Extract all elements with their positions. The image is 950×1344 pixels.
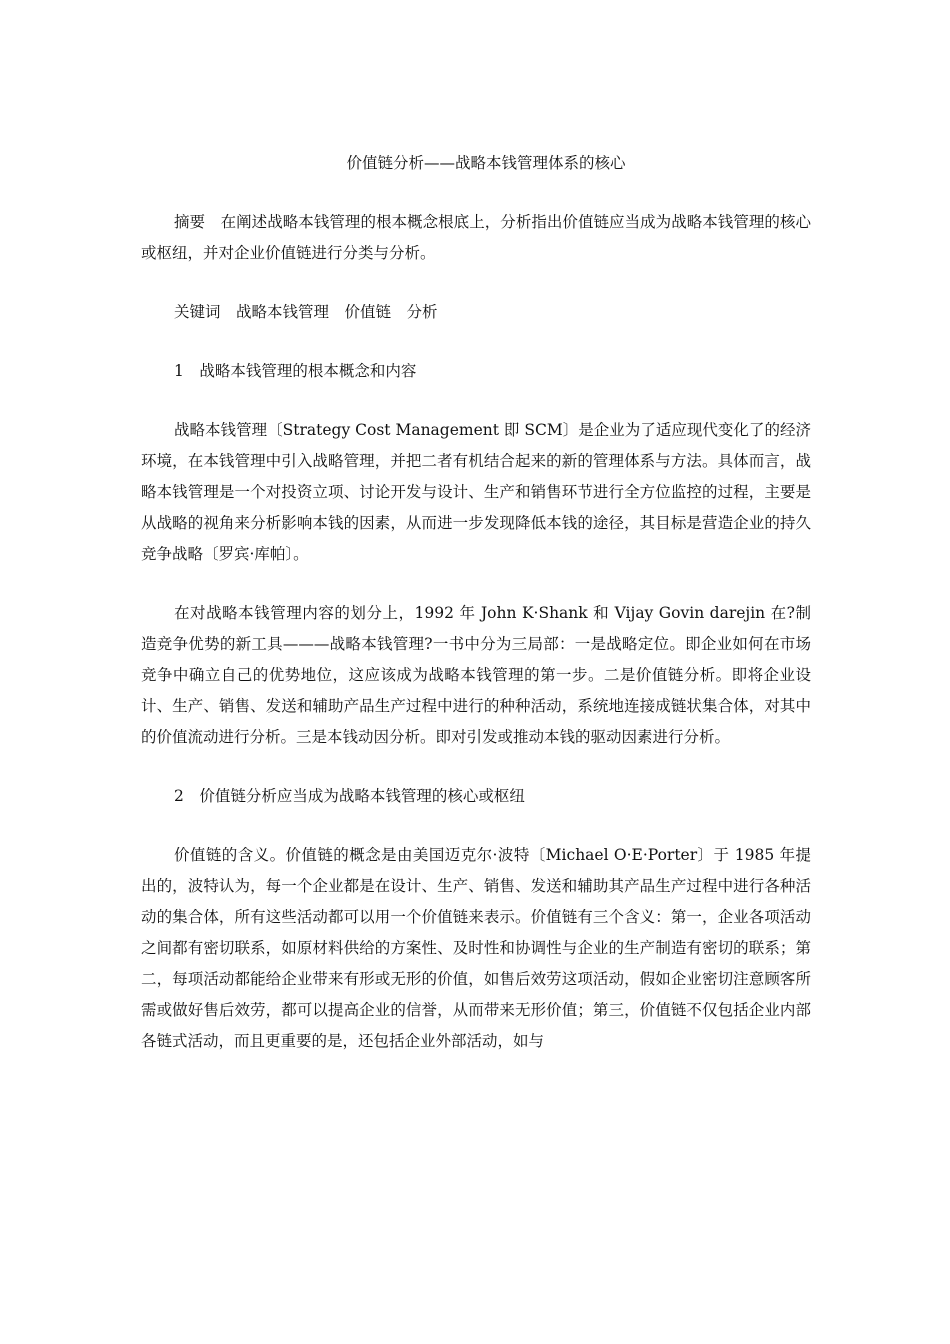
section-2-heading: 2 价值链分析应当成为战略本钱管理的核心或枢纽	[174, 787, 525, 805]
keywords-paragraph: 关键词 战略本钱管理 价值链 分析	[174, 303, 438, 321]
document-body	[141, 148, 811, 1085]
abstract-paragraph: 摘要 在阐述战略本钱管理的根本概念根底上，分析指出价值链应当成为战略本钱管理的核心或枢纽，并对企业价值链进行分类与分析。	[141, 213, 811, 262]
document-title: 价值链分析——战略本钱管理体系的核心	[346, 154, 626, 172]
section-1-paragraph-2: 在对战略本钱管理内容的划分上，1992 年 John K·Shank 和 Vijay Govin darejin 在?制造竞争优势的新工具———战略本钱管理?一书中分为三局部：一是战略定位。即企业如何在市场竞争中确立自己的优势地位，这应该成为战略本钱管理的第一步。二是价值链分析。即将企业设计、生产、销售、发送和辅助产品生产过程中进行的种种活动，系统地连接成链状集合体，对其中的价值流动进行分析。三是本钱动因分析。即对引发或推动本钱的驱动因素进行分析。	[141, 604, 811, 746]
section-2-paragraph-1: 价值链的含义。价值链的概念是由美国迈克尔·波特〔Michael O·E·Porter〕于 1985 年提出的，波特认为，每一个企业都是在设计、生产、销售、发送和辅助其产品生产过程中进行各种活动的集合体，所有这些活动都可以用一个价值链来表示。价值链有三个含义：第一，企业各项活动之间都有密切联系，如原材料供给的方案性、及时性和协调性与企业的生产制造有密切的联系；第二，每项活动都能给企业带来有形或无形的价值，如售后效劳这项活动，假如企业密切注意顾客所需或做好售后效劳，都可以提高企业的信誉，从而带来无形价值；第三，价值链不仅包括企业内部各链式活动，而且更重要的是，还包括企业外部活动，如与	[141, 846, 811, 1050]
section-1-heading: 1 战略本钱管理的根本概念和内容	[174, 362, 417, 380]
section-1-paragraph-1: 战略本钱管理〔Strategy Cost Management 即 SCM〕是企业为了适应现代变化了的经济环境，在本钱管理中引入战略管理，并把二者有机结合起来的新的管理体系与方法。具体而言，战略本钱管理是一个对投资立项、讨论开发与设计、生产和销售环节进行全方位监控的过程，主要是从战略的视角来分析影响本钱的因素，从而进一步发现降低本钱的途径，其目标是营造企业的持久竞争战略〔罗宾·库帕〕。	[141, 421, 811, 563]
